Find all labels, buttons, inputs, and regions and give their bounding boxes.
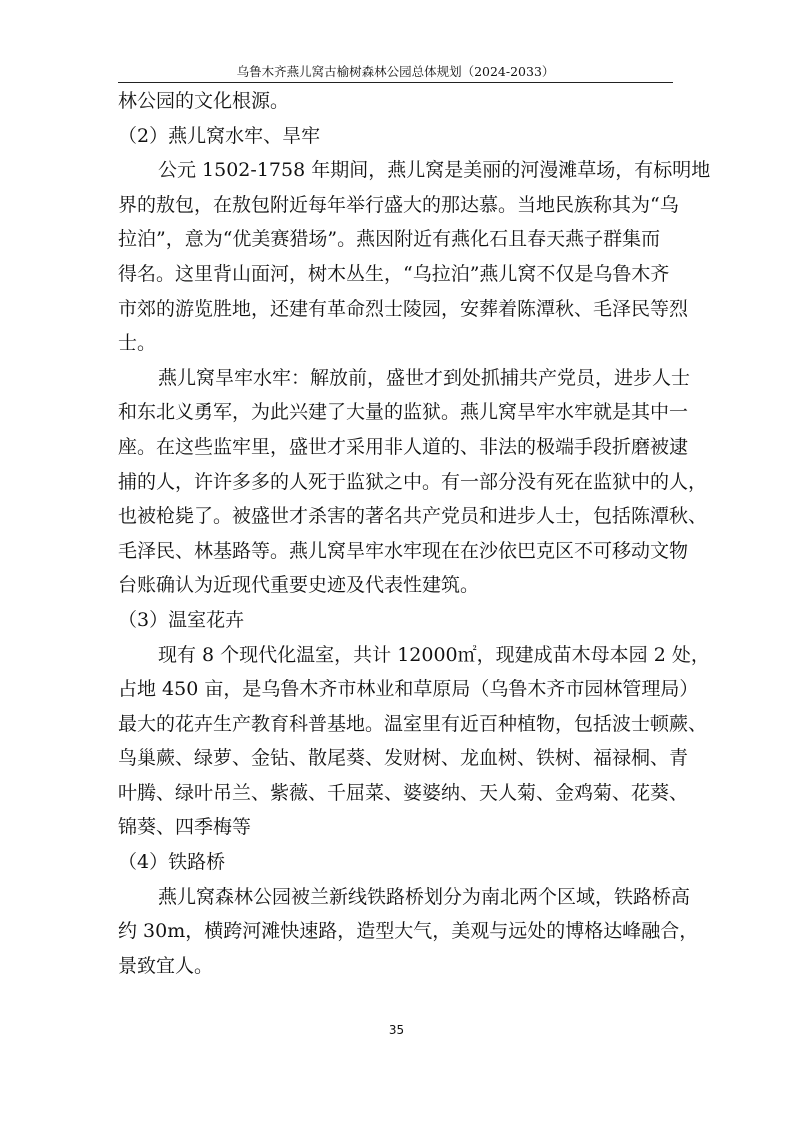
text-line: 公元 1502-1758 年期间，燕儿窝是美丽的河漫滩草场，有标明地 — [158, 159, 711, 182]
header-divider — [118, 82, 673, 83]
text-line: 座。在这些监牢里，盛世才采用非人道的、非法的极端手段折磨被逮 — [118, 435, 689, 458]
text-line: 得名。这里背山面河，树木丛生，“乌拉泊”燕儿窝不仅是乌鲁木齐 — [118, 262, 670, 285]
text-line: 叶腾、绿叶吊兰、紫薇、千屈菜、婆婆纳、天人菊、金鸡菊、花葵、 — [118, 781, 689, 804]
text-line: 最大的花卉生产教育科普基地。温室里有近百种植物，包括波士顿蕨、 — [118, 712, 708, 735]
document-body — [118, 84, 711, 983]
text-line: 约 30m，横跨河滩快速路，造型大气，美观与远处的博格达峰融合， — [118, 920, 699, 943]
text-line: 燕儿窝森林公园被兰新线铁路桥划分为南北两个区域，铁路桥高 — [158, 885, 691, 908]
text-line: 占地 450 亩，是乌鲁木齐市林业和草原局（乌鲁木齐市园林管理局） — [118, 678, 699, 701]
text-line: 燕儿窝旱牢水牢：解放前，盛世才到处抓捕共产党员，进步人士 — [158, 366, 691, 389]
text-line: 拉泊”，意为“优美赛猎场”。燕因附近有燕化石且春天燕子群集而 — [118, 228, 661, 251]
section-heading-3: （3）温室花卉 — [118, 608, 245, 631]
text-line: 士。 — [118, 332, 157, 355]
text-line: 捕的人，许许多多的人死于监狱之中。有一部分没有死在监狱中的人， — [118, 470, 708, 493]
section-heading-2: （2）燕儿窝水牢、旱牢 — [118, 124, 321, 147]
text-line: 也被枪毙了。被盛世才杀害的著名共产党员和进步人士，包括陈潭秋、 — [118, 505, 708, 528]
text-line: 界的敖包，在敖包附近每年举行盛大的那达慕。当地民族称其为“乌 — [118, 193, 679, 216]
text-line: 毛泽民、林基路等。燕儿窝旱牢水牢现在在沙依巴克区不可移动文物 — [118, 539, 689, 562]
section-heading-4: （4）铁路桥 — [118, 851, 226, 874]
text-line: 现有 8 个现代化温室，共计 12000㎡，现建成苗木母本园 2 处， — [158, 643, 710, 666]
text-line: 鸟巢蕨、绿萝、金钻、散尾葵、发财树、龙血树、铁树、福禄桐、青 — [118, 747, 689, 770]
text-line: 和东北义勇军，为此兴建了大量的监狱。燕儿窝旱牢水牢就是其中一 — [118, 401, 689, 424]
text-line: 林公园的文化根源。 — [118, 90, 290, 112]
running-header: 乌鲁木齐燕儿窝古榆树森林公园总体规划（2024-2033） — [236, 64, 555, 79]
text-line: 市郊的游览胜地，还建有革命烈士陵园，安葬着陈潭秋、毛泽民等烈 — [118, 297, 689, 320]
text-line: 锦葵、四季梅等 — [118, 816, 252, 839]
text-line: 台账确认为近现代重要史迹及代表性建筑。 — [118, 574, 480, 597]
page-number: 35 — [388, 1023, 405, 1037]
text-line: 景致宜人。 — [118, 954, 214, 977]
